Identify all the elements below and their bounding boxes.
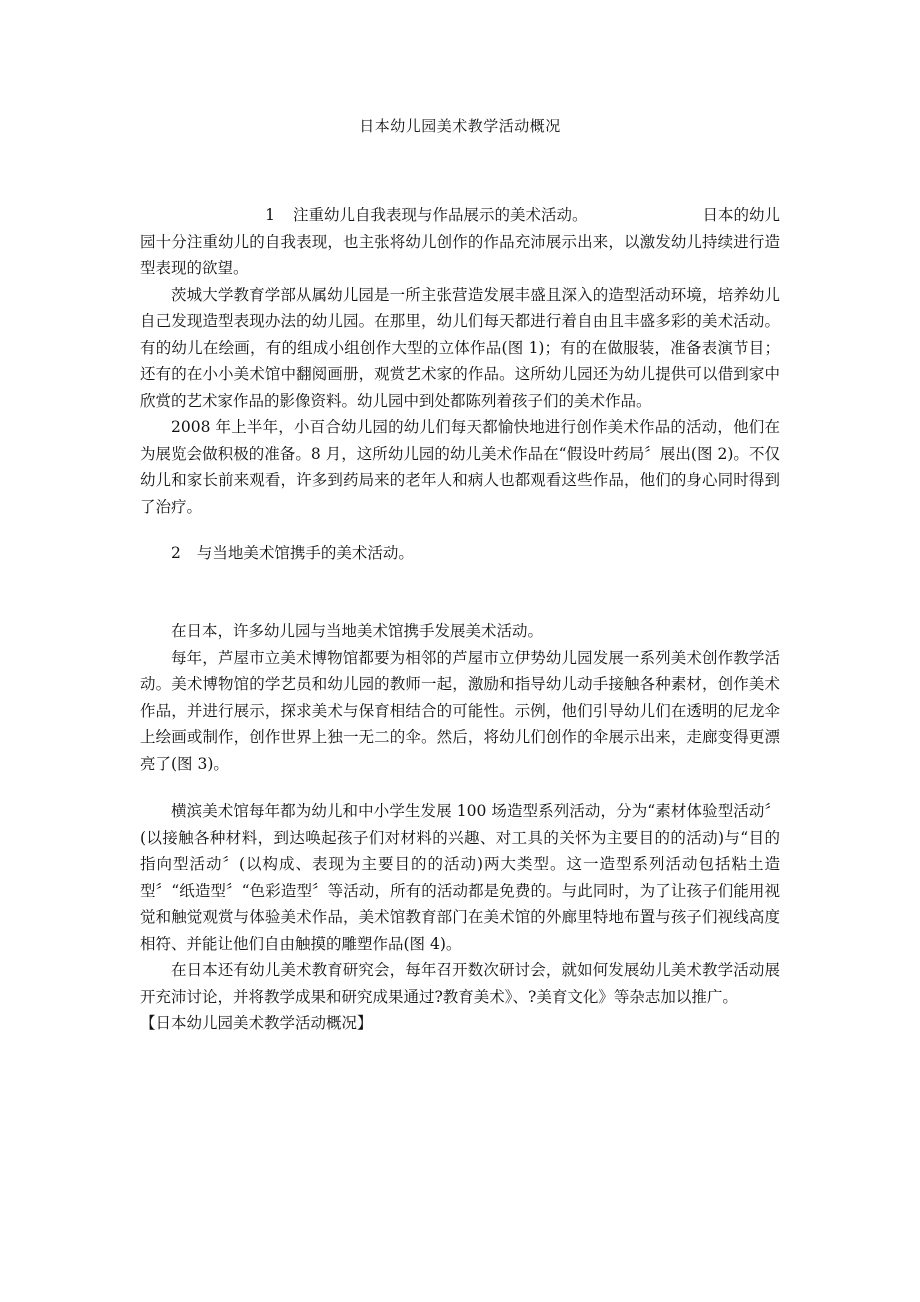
paragraph-sayuri: 2008 年上半年，小百合幼儿园的幼儿们每天都愉快地进行创作美术作品的活动，他们在为展览会做积极的准备。8 月，这所幼儿园的幼儿美术作品在“假设叶药局〞展出(图 2)。不仅幼儿和家长前来观看，许多到药局来的老年人和病人也都观看这些作品，他们的身心同时得到了治疗。 <box>140 418 780 516</box>
section-2-heading: 与当地美术馆携手的美术活动。 <box>196 544 414 562</box>
section-1-number: 1 <box>265 206 275 224</box>
footer-title: 【日本幼儿园美术教学活动概况】 <box>140 1014 373 1032</box>
section-1-heading: 注重幼儿自我表现与作品展示的美术活动。 <box>293 206 588 224</box>
section-1-lead-text: 日本的幼儿 <box>702 206 780 224</box>
paragraph-yokohama: 横滨美术馆每年都为幼儿和中小学生发展 100 场造型系列活动，分为“素材体验型活动〞(以接触各种材料，到达唤起孩子们对材料的兴趣、对工具的关怀为主要目的的活动)与“目的指向型活动〞(以构成、表现为主要目的的活动)两大类型。这一造型系列活动包括粘土造型〞“纸造型〞“色彩造型〞等活动，所有的活动都是免费的。与此同时，为了让孩子们能用视觉和触觉观赏与体验美术作品，美术馆教育部门在美术馆的外廊里特地布置与孩子们视线高度相符、并能让他们自由触摸的雕塑作品(图 4)。 <box>140 802 780 953</box>
paragraph-research: 在日本还有幼儿美术教育研究会，每年召开数次研讨会，就如何发展幼儿美术教学活动展开充沛讨论，并将教学成果和研究成果通过?教育美术》、?美育文化》等杂志加以推广。 <box>140 961 780 1006</box>
paragraph-museum-intro: 在日本，许多幼儿园与当地美术馆携手发展美术活动。 <box>171 622 544 640</box>
section-1-heading-line <box>140 202 780 229</box>
section-1-block <box>140 202 780 520</box>
document-title: 日本幼儿园美术教学活动概况 <box>359 117 561 135</box>
section-2-heading-block <box>140 540 780 567</box>
paragraph-ashiya: 每年，芦屋市立美术博物馆都要为相邻的芦屋市立伊势幼儿园发展一系列美术创作教学活动。美术博物馆的学艺员和幼儿园的教师一起，激励和指导幼儿动手接触各种素材，创作美术作品，并进行展示，探求美术与保育相结合的可能性。示例，他们引导幼儿们在透明的尼龙伞上绘画或制作，创作世界上独一无二的伞。然后，将幼儿们创作的伞展示出来，走廊变得更漂亮了(图 3)。 <box>140 648 780 773</box>
section-2-heading-line <box>140 540 780 567</box>
paragraph-ibaraki: 茨城大学教育学部从属幼儿园是一所主张营造发展丰盛且深入的造型活动环境，培养幼儿自己发现造型表现办法的幼儿园。在那里，幼儿们每天都进行着自由且丰盛多彩的美术活动。有的幼儿在绘画，有的组成小组创作大型的立体作品(图 1)；有的在做服装，准备表演节目；还有的在小小美术馆中翻阅画册，观赏艺术家的作品。这所幼儿园还为幼儿提供可以借到家中欣赏的艺术家作品的影像资料。幼儿园中到处都陈列着孩子们的美术作品。 <box>140 285 780 410</box>
section-1-text: 园十分注重幼儿的自我表现，也主张将幼儿创作的作品充沛展示出来，以激发幼儿持续进行造型表现的欲望。 <box>140 232 780 277</box>
section-2-block <box>140 618 780 777</box>
section-3-block <box>140 798 780 1037</box>
section-2-number: 2 <box>171 544 181 562</box>
